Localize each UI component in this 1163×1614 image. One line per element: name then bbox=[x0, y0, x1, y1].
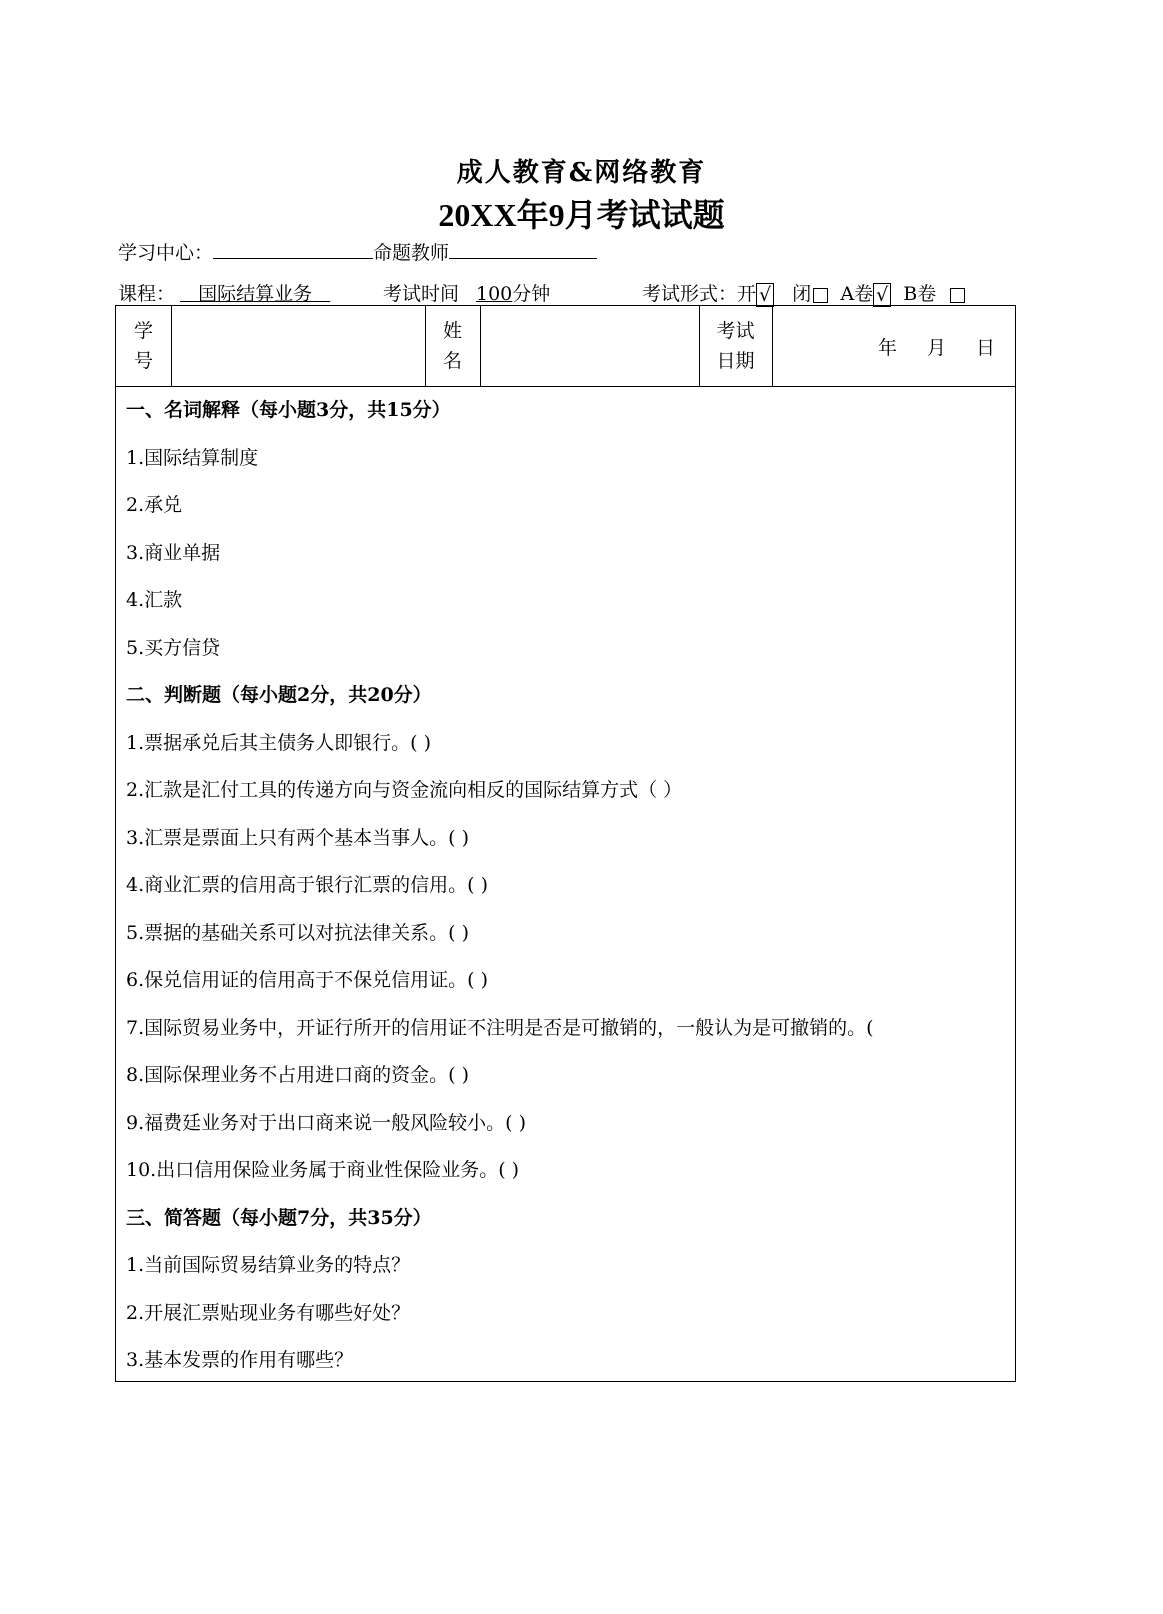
course-label: 课程： bbox=[118, 283, 176, 305]
name-char-2: 名 bbox=[442, 350, 462, 372]
question-item: 5.买方信贷 bbox=[126, 636, 221, 659]
form-label: 考试形式：开 bbox=[642, 283, 757, 305]
exam-date-line-1: 考试 bbox=[716, 320, 755, 342]
date-fields bbox=[848, 306, 995, 386]
institution-title: 成人教育&网络教育 bbox=[456, 158, 707, 188]
time-group bbox=[476, 279, 550, 306]
question-item: 10.出口信用保险业务属于商业性保险业务。( ) bbox=[126, 1159, 520, 1181]
paper-a-checkbox: √ bbox=[873, 283, 891, 307]
exam-title: 20XX年9月考试试题 bbox=[438, 197, 725, 233]
question-item: 9.福费廷业务对于出口商来说一般风险较小。( ) bbox=[126, 1111, 526, 1134]
day-label: 日 bbox=[975, 336, 995, 359]
question-item: 3.汇票是票面上只有两个基本当事人。( ) bbox=[126, 826, 469, 849]
question-item: 6.保兑信用证的信用高于不保兑信用证。( ) bbox=[126, 969, 488, 991]
question-item: 3.基本发票的作用有哪些？ bbox=[126, 1349, 354, 1371]
exam-frame bbox=[115, 305, 1016, 1382]
divider bbox=[171, 306, 172, 386]
divider bbox=[480, 306, 481, 386]
question-item: 7.国际贸易业务中，开证行所开的信用证不注明是否是可撤销的，一般认为是可撤销的。( bbox=[126, 1016, 874, 1039]
xuehao-char-2: 号 bbox=[133, 350, 153, 372]
question-item: 1.票据承兑后其主债务人即银行。( ) bbox=[126, 731, 431, 754]
question-item: 2.承兑 bbox=[126, 494, 183, 516]
closed-checkbox bbox=[813, 288, 828, 303]
info-line-center bbox=[118, 238, 597, 265]
center-blank bbox=[213, 238, 373, 259]
exam-date-line-2: 日期 bbox=[716, 350, 755, 372]
exam-date-label bbox=[699, 306, 772, 386]
month-label: 月 bbox=[926, 336, 946, 359]
paper-b-label: B卷 bbox=[903, 283, 937, 305]
paper-b-checkbox bbox=[950, 288, 965, 303]
question-item: 3.商业单据 bbox=[126, 541, 221, 564]
name-char-1: 姓 bbox=[442, 320, 462, 342]
question-item: 8.国际保理业务不占用进口商的资金。( ) bbox=[126, 1064, 469, 1086]
divider bbox=[772, 306, 773, 386]
student-info-row bbox=[116, 306, 1015, 387]
course-name: 国际结算业务 bbox=[198, 283, 313, 305]
section-title: 一、名词解释（每小题3分，共15分） bbox=[126, 399, 451, 421]
questions-area bbox=[126, 387, 1006, 1385]
question-item: 5.票据的基础关系可以对抗法律关系。( ) bbox=[126, 921, 469, 944]
teacher-label: 命题教师 bbox=[373, 242, 450, 264]
question-item: 2.开展汇票贴现业务有哪些好处？ bbox=[126, 1301, 411, 1324]
xuehao-char-1: 学 bbox=[133, 320, 153, 342]
question-item: 1.国际结算制度 bbox=[126, 446, 259, 469]
form-group bbox=[642, 279, 965, 307]
question-item: 1.当前国际贸易结算业务的特点？ bbox=[126, 1254, 411, 1276]
xuehao-label bbox=[116, 306, 171, 386]
open-checkbox: √ bbox=[756, 283, 774, 307]
teacher-blank bbox=[449, 238, 597, 259]
paper-a-label: A卷 bbox=[840, 283, 874, 305]
time-value: 100 bbox=[476, 283, 513, 305]
time-label: 考试时间 bbox=[383, 283, 460, 305]
year-label: 年 bbox=[877, 336, 897, 359]
question-item: 2.汇款是汇付工具的传递方向与资金流向相反的国际结算方式（ ） bbox=[126, 779, 683, 801]
question-item: 4.商业汇票的信用高于银行汇票的信用。( ) bbox=[126, 874, 488, 896]
time-unit: 分钟 bbox=[512, 283, 551, 305]
name-label bbox=[425, 306, 480, 386]
center-label: 学习中心： bbox=[118, 242, 214, 264]
course-value bbox=[180, 279, 330, 306]
section-title: 三、简答题（每小题7分，共35分） bbox=[126, 1206, 432, 1229]
closed-label: 闭 bbox=[792, 283, 812, 305]
section-title: 二、判断题（每小题2分，共20分） bbox=[126, 684, 432, 706]
question-item: 4.汇款 bbox=[126, 589, 183, 611]
